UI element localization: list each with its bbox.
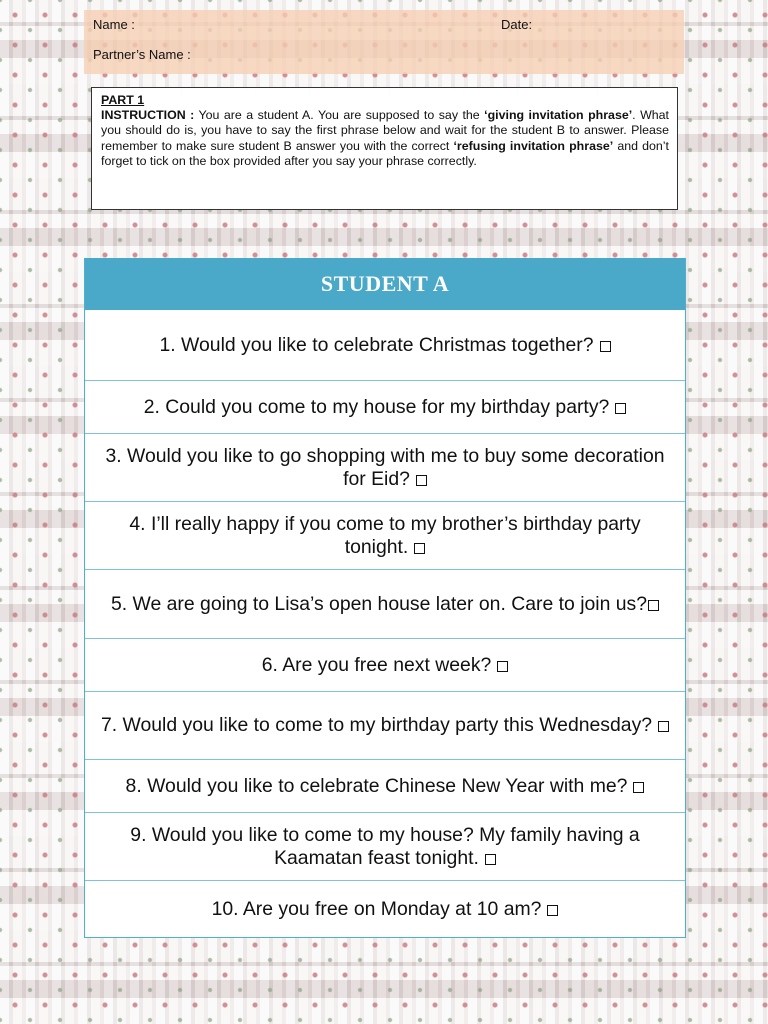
table-row [85,501,685,569]
table-row [85,638,685,691]
instruction-text-1: You are a student A. You are supposed to say the [194,108,485,123]
checkbox[interactable] [547,905,558,916]
partner-name-label: Partner’s Name : [93,47,191,62]
table-title: STUDENT A [85,258,685,310]
phrase-text: 2. Could you come to my house for my birthday party? [143,395,610,418]
instruction-text [101,108,669,169]
date-label: Date: [501,17,533,32]
table-row [85,569,685,638]
checkbox[interactable] [633,782,644,793]
checkbox[interactable] [600,341,611,352]
table-row [85,310,685,380]
checkbox[interactable] [658,721,669,732]
checkbox[interactable] [416,475,427,486]
student-a-table [84,258,686,938]
name-label: Name : [93,17,135,32]
table-row [85,880,685,937]
table-row [85,812,685,880]
phrase-text: 4. I’ll really happy if you come to my brother’s birthday party tonight. [129,513,641,558]
checkbox[interactable] [414,543,425,554]
instruction-box [91,87,678,210]
phrase-text: 3. Would you like to go shopping with me to buy some decoration for Eid? [105,445,665,490]
phrase-text: 7. Would you like to come to my birthday party this Wednesday? [100,714,653,737]
table-row [85,433,685,501]
part-title: PART 1 [101,93,145,107]
table-row [85,380,685,433]
checkbox[interactable] [615,403,626,414]
phrase-text: 8. Would you like to celebrate Chinese New Year with me? [125,774,628,797]
phrase-text: 9. Would you like to come to my house? My family having a Kaamatan feast tonight. [130,824,640,869]
checkbox[interactable] [497,661,508,672]
checkbox[interactable] [485,854,496,865]
phrase-text: 6. Are you free next week? [261,653,492,676]
table-row [85,759,685,812]
instruction-text-3: and don’t forget to tick on the box provided after you say your phrase correctly. [101,138,669,168]
phrase-text: 5. We are going to Lisa’s open house later on. Care to join us? [110,592,648,615]
refusing-invitation-phrase: ‘refusing invitation phrase’ [453,138,614,153]
instruction-label: INSTRUCTION : [101,108,195,123]
giving-invitation-phrase: ‘giving invitation phrase’ [484,108,633,123]
instruction-text-2: . What you should do is, you have to say the first phrase below and wait for the student B to answer. Please remember to make sure student B answer you with the correct [101,108,669,153]
phrase-text: 10. Are you free on Monday at 10 am? [211,897,542,920]
student-info-header [84,10,684,74]
phrase-text: 1. Would you like to celebrate Christmas together? [159,333,594,356]
table-row [85,691,685,759]
checkbox[interactable] [648,600,659,611]
